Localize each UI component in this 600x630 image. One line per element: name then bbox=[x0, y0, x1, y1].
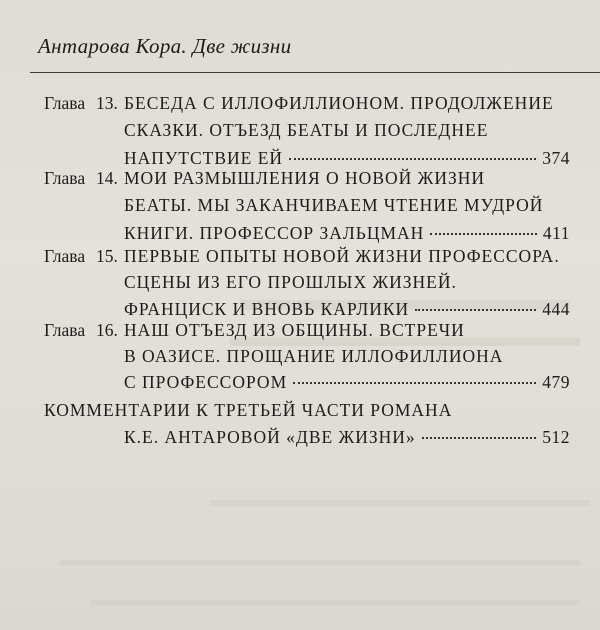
dot-leader bbox=[422, 436, 537, 439]
entry-title-line: В ОАЗИСЕ. ПРОЩАНИЕ ИЛЛОФИЛЛИОНА bbox=[124, 346, 504, 366]
entry-title-line: КОММЕНТАРИИ К ТРЕТЬЕЙ ЧАСТИ РОМАНА bbox=[44, 400, 453, 420]
dot-leader bbox=[289, 157, 536, 160]
entry-title-line: К.Е. АНТАРОВОЙ «ДВЕ ЖИЗНИ» bbox=[124, 427, 416, 447]
entry-last-line bbox=[124, 427, 570, 448]
entry-last-line bbox=[124, 372, 570, 393]
dot-leader bbox=[430, 232, 537, 235]
chapter-label: Глава bbox=[44, 320, 86, 340]
entry-title-line: СЦЕНЫ ИЗ ЕГО ПРОШЛЫХ ЖИЗНЕЙ. bbox=[124, 272, 457, 292]
dot-leader bbox=[415, 308, 536, 311]
chapter-number: 14. bbox=[96, 168, 118, 188]
entry-last-line bbox=[124, 148, 570, 169]
chapter-label: Глава bbox=[44, 93, 86, 113]
chapter-number: 15. bbox=[96, 246, 118, 266]
entry-title-line: ФРАНЦИСК И ВНОВЬ КАРЛИКИ bbox=[124, 299, 410, 319]
entry-last-line bbox=[124, 223, 570, 244]
entry-last-line bbox=[124, 299, 570, 320]
dot-leader bbox=[293, 381, 536, 384]
entry-title-line: БЕСЕДА С ИЛЛОФИЛЛИОНОМ. ПРОДОЛЖЕНИЕ bbox=[124, 93, 554, 113]
entry-title-line: БЕАТЫ. МЫ ЗАКАНЧИВАЕМ ЧТЕНИЕ МУДРОЙ bbox=[124, 195, 544, 215]
chapter-number: 16. bbox=[96, 320, 118, 340]
entry-title-line: МОИ РАЗМЫШЛЕНИЯ О НОВОЙ ЖИЗНИ bbox=[124, 168, 486, 188]
running-header: Антарова Кора. Две жизни bbox=[38, 34, 292, 58]
page-number: 479 bbox=[542, 372, 570, 392]
entry-title-line: НАПУТСТВИЕ ЕЙ bbox=[124, 148, 284, 168]
page-number: 411 bbox=[542, 223, 570, 243]
entry-title-line: СКАЗКИ. ОТЪЕЗД БЕАТЫ И ПОСЛЕДНЕЕ bbox=[124, 120, 489, 140]
page-number: 512 bbox=[542, 427, 570, 447]
entry-title-line: ПЕРВЫЕ ОПЫТЫ НОВОЙ ЖИЗНИ ПРОФЕССОРА. bbox=[124, 246, 560, 266]
entry-title-line: С ПРОФЕССОРОМ bbox=[124, 372, 288, 392]
chapter-number: 13. bbox=[96, 93, 118, 113]
page-number: 444 bbox=[542, 299, 570, 319]
entry-title-line: НАШ ОТЪЕЗД ИЗ ОБЩИНЫ. ВСТРЕЧИ bbox=[124, 320, 465, 340]
entry-title-line: КНИГИ. ПРОФЕССОР ЗАЛЬЦМАН bbox=[124, 223, 425, 243]
chapter-label: Глава bbox=[44, 168, 86, 188]
page-number: 374 bbox=[542, 148, 570, 168]
chapter-label: Глава bbox=[44, 246, 86, 266]
